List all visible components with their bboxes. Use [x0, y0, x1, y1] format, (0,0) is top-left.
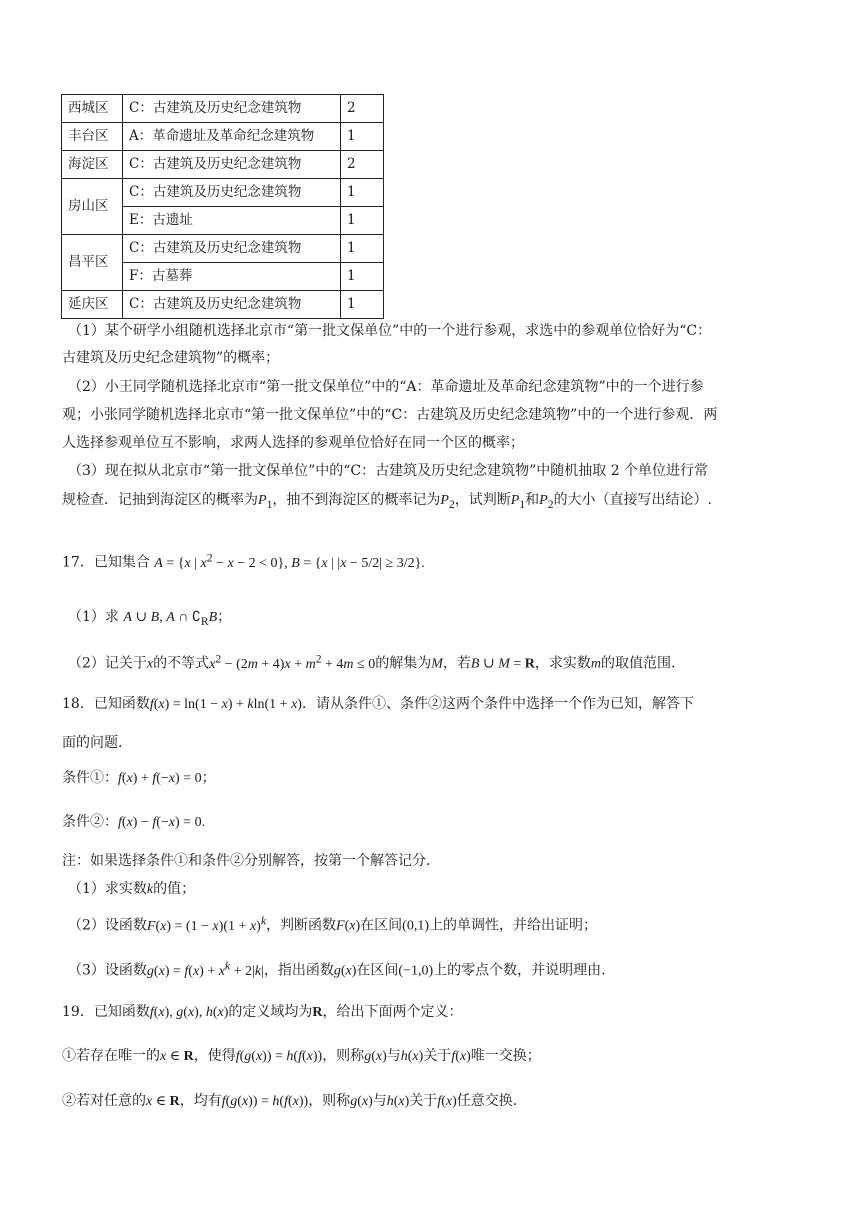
- text: 关于: [423, 1048, 452, 1064]
- q16-part3-line1: （3）现在拟从北京市“第一批文保单位”中的“C：古建筑及历史纪念建筑物”中随机抽取 2 个单位进行常: [68, 463, 709, 479]
- text: ，使得: [193, 1048, 236, 1064]
- q18-stem: 18．已知函数f(x) = ln(1 − x) + kln(1 + x)．请从条件①、条件②这两个条件中选择一个作为已知，解答下: [62, 696, 694, 712]
- q19-definition1: ①若存在唯一的x ∈ R，使得f(g(x)) = h(f(x))，则称g(x)与h(x)关于f(x)唯一交换；: [62, 1048, 541, 1064]
- q16-part2-line1: （2）小王同学随机选择北京市“第一批文保单位”中的“A：革命遗址及革命纪念建筑物”中的一个进行参: [68, 379, 704, 395]
- q16-part2-line2: 观；小张同学随机选择北京市“第一批文保单位”中的“C：古建筑及历史纪念建筑物”中的一个进行参观．两: [62, 407, 718, 423]
- text: 条件①：: [62, 770, 118, 786]
- q18-part3: （3）设函数$g(x) = f(x) + x^k + 2|k|$，指出函数g(x)在区间(−1,0)上的零点个数，并说明理由.: [68, 959, 606, 979]
- q19-definition2: ②若对任意的x ∈ R，均有f(g(x)) = h(f(x))，则称g(x)与h(x)关于f(x)任意交换.: [62, 1093, 518, 1109]
- text: 与: [386, 1048, 401, 1064]
- count-cell: 1: [341, 207, 384, 235]
- text: ，试判断: [454, 492, 511, 508]
- count-cell: 2: [341, 151, 384, 179]
- text: 上的零点个数，并说明理由.: [433, 962, 606, 979]
- category-cell: C：古建筑及历史纪念建筑物: [123, 179, 341, 207]
- table-row: [62, 179, 384, 207]
- text: ①若存在唯一的: [62, 1048, 160, 1064]
- category-cell: C：古建筑及历史纪念建筑物: [123, 95, 341, 123]
- text: ，给出下面两个定义：: [322, 1004, 463, 1020]
- q18-part2: （2）设函数$F(x) = (1 - x)(1 + x)^k$，判断函数F(x)在区间(0,1)上的单调性，并给出证明；: [68, 914, 597, 934]
- text: ，均有: [179, 1093, 222, 1109]
- text: 上的单调性，并给出证明；: [428, 917, 597, 934]
- text: 关于: [409, 1093, 438, 1109]
- count-cell: 1: [341, 235, 384, 263]
- q19-stem: 19．已知函数f(x), g(x), h(x)的定义域均为R，给出下面两个定义：: [62, 1004, 463, 1020]
- text: ，求实数: [534, 655, 591, 672]
- q18-stem-line2: 面的问题.: [62, 735, 123, 751]
- text: ．请从条件①、条件②这两个条件中选择一个作为已知，解答下: [301, 696, 694, 712]
- heritage-units-table: [61, 94, 384, 319]
- table-row: [62, 291, 384, 319]
- text: 规检查．记抽到海淀区的概率为: [62, 492, 258, 508]
- text: 在区间: [356, 962, 399, 979]
- text: （1）求: [68, 609, 119, 625]
- text: 条件②：: [62, 814, 118, 830]
- text: 的大小（直接写出结论）.: [553, 492, 713, 508]
- q16-part2-line3: 人选择参观单位互不影响，求两人选择的参观单位恰好在同一个区的概率；: [62, 435, 524, 451]
- category-cell: C：古建筑及历史纪念建筑物: [123, 291, 341, 319]
- text: ②若对任意的: [62, 1093, 146, 1109]
- count-cell: 2: [341, 95, 384, 123]
- text: （2）记关于: [68, 655, 147, 672]
- text: ，抽不到海淀区的概率记为: [272, 492, 441, 508]
- category-cell: C：古建筑及历史纪念建筑物: [123, 235, 341, 263]
- q17-stem: 17．已知集合 A = {x | $x^2 - x - 2 < 0$}, B = {x | |x − 5/2| ≥ 3/2}.: [62, 551, 425, 571]
- table-row: [62, 235, 384, 263]
- q18-condition2: 条件②：f(x) − f(−x) = 0.: [62, 814, 206, 830]
- table-row: [62, 123, 384, 151]
- text: 在区间: [360, 917, 403, 934]
- q17-part1: （1）求 A ∪ B, A ∩ $∁_RB$；: [68, 609, 232, 628]
- district-cell: 西城区: [62, 95, 123, 123]
- district-cell: 房山区: [62, 179, 123, 235]
- q18-part1: （1）求实数k的值；: [68, 881, 196, 897]
- table-row: [62, 95, 384, 123]
- q18-condition1: 条件①：f(x) + f(−x) = 0；: [62, 770, 216, 786]
- count-cell: 1: [341, 123, 384, 151]
- text: 和: [525, 492, 540, 508]
- text: 的取值范围.: [601, 655, 676, 672]
- count-cell: 1: [341, 291, 384, 319]
- text: 17．已知集合: [62, 554, 150, 571]
- text: 唯一交换；: [470, 1048, 541, 1064]
- text: ，判断函数: [266, 917, 337, 934]
- text: 任意交换.: [456, 1093, 518, 1109]
- district-cell: 延庆区: [62, 291, 123, 319]
- text: 与: [372, 1093, 387, 1109]
- q16-part1-line1: （1）某个研学小组随机选择北京市“第一批文保单位”中的一个进行参观，求选中的参观单位恰好为“C：: [68, 323, 712, 339]
- q16-part1-line2: 古建筑及历史纪念建筑物”的概率；: [62, 350, 280, 366]
- count-cell: 1: [341, 179, 384, 207]
- category-cell: E：古遗址: [123, 207, 341, 235]
- text: 的定义域均为: [228, 1004, 313, 1020]
- district-cell: 昌平区: [62, 235, 123, 291]
- text: ，则称: [322, 1048, 365, 1064]
- text: （3）设函数: [68, 962, 147, 979]
- category-cell: F：古墓葬: [123, 263, 341, 291]
- district-cell: 丰台区: [62, 123, 123, 151]
- text: （1）求实数: [68, 881, 147, 897]
- text: ，若: [442, 655, 471, 672]
- q18-note: 注：如果选择条件①和条件②分别解答，按第一个解答记分.: [62, 853, 431, 869]
- q17-part2: （2）记关于x的不等式$x^2 - (2m + 4)x + m^2 + 4m \le 0$的解集为M，若B ∪ M = R，求实数m的取值范围.: [68, 652, 676, 672]
- count-cell: 1: [341, 263, 384, 291]
- category-cell: A：革命遗址及革命纪念建筑物: [123, 123, 341, 151]
- text: （2）设函数: [68, 917, 147, 934]
- text: 的值；: [153, 881, 196, 897]
- table-row: [62, 151, 384, 179]
- text: 的不等式: [153, 655, 210, 672]
- text: ，则称: [308, 1093, 351, 1109]
- text: 18．已知函数: [62, 696, 150, 712]
- text: 19．已知函数: [62, 1004, 150, 1020]
- category-cell: C：古建筑及历史纪念建筑物: [123, 151, 341, 179]
- text: ，指出函数: [263, 962, 334, 979]
- district-cell: 海淀区: [62, 151, 123, 179]
- q16-part3-line2: 规检查．记抽到海淀区的概率为$P_1$，抽不到海淀区的概率记为$P_2$，试判断$P_1$和$P_2$的大小（直接写出结论）.: [62, 492, 713, 511]
- text: 的解集为: [375, 655, 432, 672]
